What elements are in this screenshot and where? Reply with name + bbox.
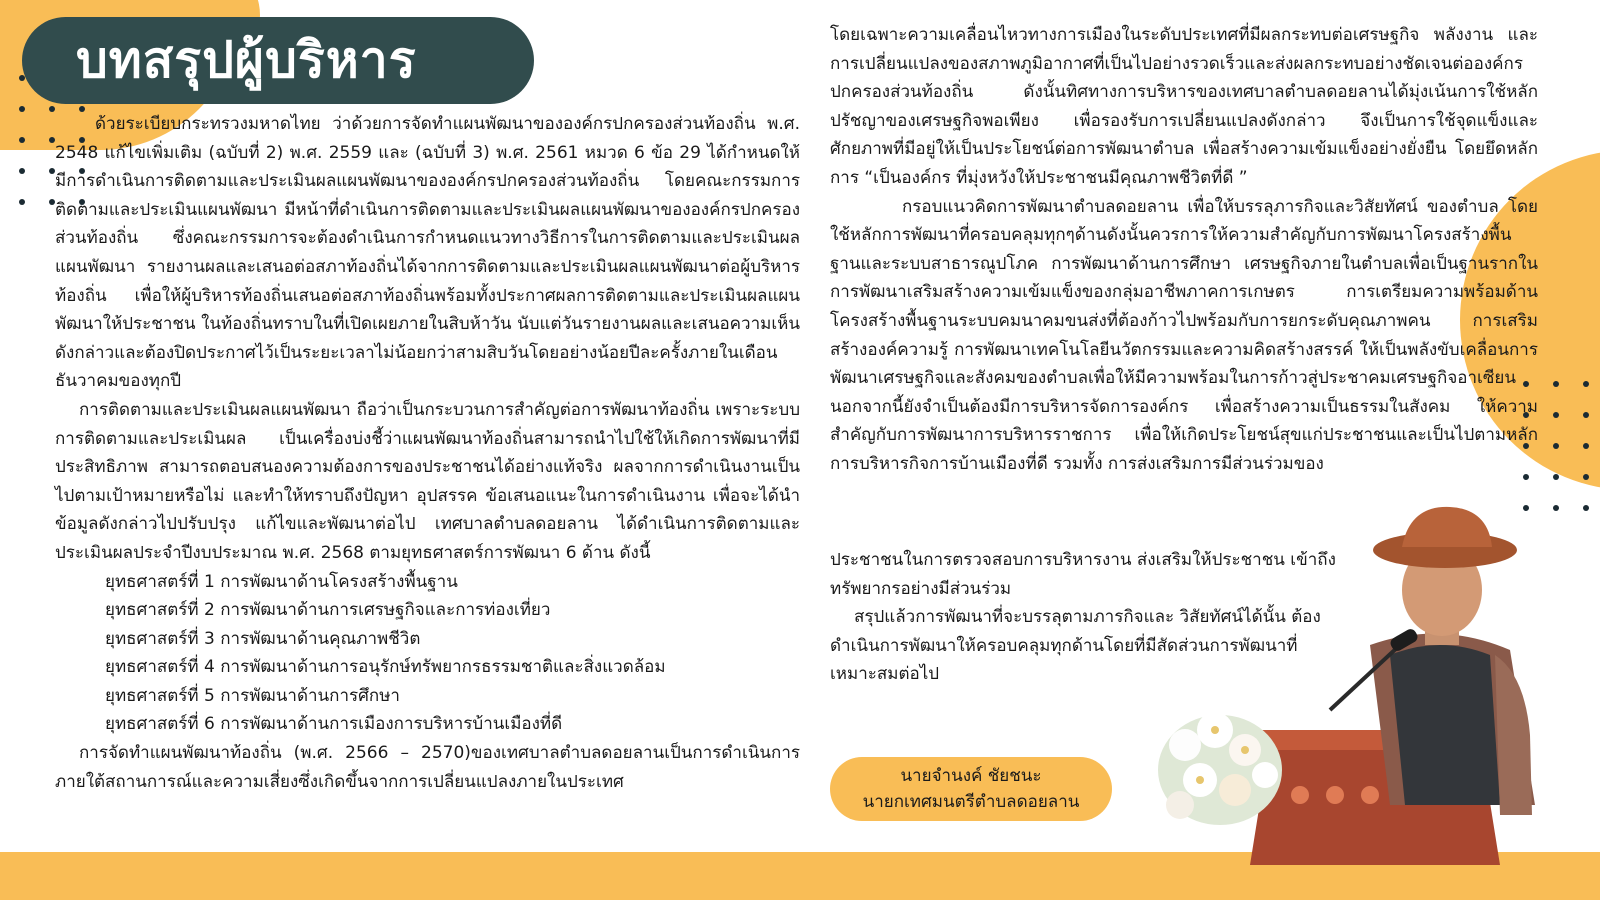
strategy-item: ยุทธศาสตร์ที่ 2 การพัฒนาด้านการเศรษฐกิจและการท่องเที่ยว [105, 600, 551, 621]
strategy-item: ยุทธศาสตร์ที่ 3 การพัฒนาด้านคุณภาพชีวิต [105, 628, 421, 649]
page-title: บทสรุปผู้บริหาร [76, 31, 417, 89]
strategy-item: ยุทธศาสตร์ที่ 1 การพัฒนาด้านโครงสร้างพื้นฐาน [105, 571, 458, 592]
paragraph-monitoring: การติดตามและประเมินผลแผนพัฒนา ถือว่าเป็นกระบวนการสำคัญต่อการพัฒนาท้องถิ่น เพราะระบบการติดตามและประเมินผล เป็นเครื่องบ่งชี้ว่าแผนพัฒนาท้องถิ่นสามารถนำไปใช้ให้เกิดการพัฒนาที่มีประสิทธิภาพ สามารถตอบสนองความต้องการของประชาชนได้อย่างแท้จริง ผลจากการดำเนินงานเป็นไปตามเป้าหมายหรือไม่ และทำให้ทราบถึงปัญหา อุปสรรค ข้อเสนอแนะในการดำเนินงาน เพื่อจะได้นำข้อมูลดังกล่าวไปปรับปรุง แก้ไขและพัฒนาต่อไป เทศบาลตำบลดอยลาน ได้ดำเนินการติดตามและประเมินผลประจำปีงบประมาณ พ.ศ. 2568 ตามยุทธศาสตร์การพัฒนา 6 ด้าน ดังนี้ [55, 399, 800, 563]
paragraph-conclusion: สรุปแล้วการพัฒนาที่จะบรรลุตามภารกิจและ วิสัยทัศน์ได้นั้น ต้องดำเนินการพัฒนาให้ครอบคลุมทุกด้านโดยที่มีสัดส่วนการพัฒนาที่เหมาะสมต่อไป [830, 607, 1321, 685]
paragraph-context: โดยเฉพาะความเคลื่อนไหวทางการเมืองในระดับประเทศที่มีผลกระทบต่อเศรษฐกิจ พลังงาน และการเปลี่ยนแปลงของสภาพภูมิอากาศที่เป็นไปอย่างรวดเร็วและส่งผลกระทบอย่างชัดเจนต่อองค์กรปกครองส่วนท้องถิ่น ดังนั้นทิศทางการบริหารของเทศบาลตำบลดอยลานได้มุ่งเน้นการใช้หลักปรัชญาของเศรษฐกิจพอเพียง เพื่อรองรับการเปลี่ยนแปลงดังกล่าว จึงเป็นการใช้จุดแข็งและศักยภาพที่มีอยู่ให้เป็นประโยชน์ต่อการพัฒนาตำบล เพื่อสร้างความเข้มแข็งอย่างยั่งยืน โดยยึดหลักการ “เป็นองค์กร ที่มุ่งหวังให้ประชาชนมีคุณภาพชีวิตที่ดี ” [830, 25, 1538, 188]
left-column [55, 110, 800, 796]
strategy-item: ยุทธศาสตร์ที่ 5 การพัฒนาด้านการศึกษา [105, 685, 400, 706]
title-banner [22, 17, 534, 104]
name-caption [830, 757, 1112, 821]
paragraph-framework-continued: ประชาชนในการตรวจสอบการบริหารงาน ส่งเสริมให้ประชาชน เข้าถึงทรัพยากรอย่างมีส่วนร่วม [830, 550, 1336, 599]
strategy-item: ยุทธศาสตร์ที่ 4 การพัฒนาด้านการอนุรักษ์ทรัพยากรธรรมชาติและสิ่งแวดล้อม [105, 657, 666, 678]
paragraph-plan: การจัดทำแผนพัฒนาท้องถิ่น (พ.ศ. 2566 – 2570)ของเทศบาลตำบลดอยลานเป็นการดำเนินการภายใต้สถานการณ์และความเสี่ยงซึ่งเกิดขึ้นจากการเปลี่ยนแปลงภายในประเทศ [55, 743, 800, 792]
strategy-item: ยุทธศาสตร์ที่ 6 การพัฒนาด้านการเมืองการบริหารบ้านเมืองที่ดี [105, 714, 563, 735]
person-name: นายจำนงค์ ชัยชนะ [900, 766, 1042, 786]
paragraph-regulation: ด้วยระเบียบกระทรวงมหาดไทย ว่าด้วยการจัดทำแผนพัฒนาขององค์กรปกครองส่วนท้องถิ่น พ.ศ. 2548 แก้ไขเพิ่มเติม (ฉบับที่ 2) พ.ศ. 2559 และ (ฉบับที่ 3) พ.ศ. 2561 หมวด 6 ข้อ 29 ได้กำหนดให้ มีการดำเนินการติดตามและประเมินผลแผนพัฒนาขององค์กรปกครองส่วนท้องถิ่น โดยคณะกรรมการติดตามและประเมินแผนพัฒนา มีหน้าที่ดำเนินการติดตามและประเมินผลแผนพัฒนาขององค์กรปกครองส่วนท้องถิ่น ซึ่งคณะกรรมการจะต้องดำเนินการกำหนดแนวทางวิธีการในการติดตามและประเมินผลแผนพัฒนา รายงานผลและเสนอต่อสภาท้องถิ่นได้จากการติดตามและประเมินผลแผนพัฒนาต่อผู้บริหารท้องถิ่น เพื่อให้ผู้บริหารท้องถิ่นเสนอต่อสภาท้องถิ่นพร้อมทั้งประกาศผลการติดตามและประเมินผลแผนพัฒนาให้ประชาชน ในท้องถิ่นทราบในที่เปิดเผยภายในสิบห้าวัน นับแต่วันรายงานผลและเสนอความเห็นดังกล่าวและต้องปิดประกาศไว้เป็นระยะเวลาไม่น้อยกว่าสามสิบวันโดยอย่างน้อยปีละครั้งภายในเดือนธันวาคมของทุกปี [55, 114, 800, 392]
paragraph-framework: กรอบแนวคิดการพัฒนาตำบลดอยลาน เพื่อให้บรรลุภารกิจและวิสัยทัศน์ ของตำบล โดยใช้หลักการพัฒนาที่ครอบคลุมทุกๆด้านดังนั้นควรการให้ความสำคัญกับการพัฒนาโครงสร้างพื้นฐานและระบบสาธารณูปโภค การพัฒนาด้านการศึกษา เศรษฐกิจภายในตำบลเพื่อเป็นฐานรากในการพัฒนาเสริมสร้างความเข้มแข็งของกลุ่มอาชีพภาคการเกษตร การเตรียมความพร้อมด้านโครงสร้างพื้นฐานระบบคมนาคมขนส่งที่ต้องก้าวไปพร้อมกับการยกระดับคุณภาพคน การเสริมสร้างองค์ความรู้ การพัฒนาเทคโนโลยีนวัตกรรมและความคิดสร้างสรรค์ ให้เป็นพลังขับเคลื่อนการพัฒนาเศรษฐกิจและสังคมของตำบลเพื่อให้มีความพร้อมในการก้าวสู่ประชาคมเศรษฐกิจอาเซียน นอกจากนี้ยังจำเป็นต้องมีการบริหารจัดการองค์กร เพื่อสร้างความเป็นธรรมในสังคม ให้ความสำคัญกับการพัฒนาการบริหารราชการ เพื่อให้เกิดประโยชน์สุขแก่ประชาชนและเป็นไปตามหลักการบริหารกิจการบ้านเมืองที่ดี รวมทั้ง การส่งเสริมการมีส่วนร่วมของ [830, 196, 1538, 474]
mayor-photo [1140, 505, 1560, 865]
person-position: นายกเทศมนตรีตำบลดอยลาน [862, 792, 1080, 812]
right-column [830, 21, 1538, 479]
